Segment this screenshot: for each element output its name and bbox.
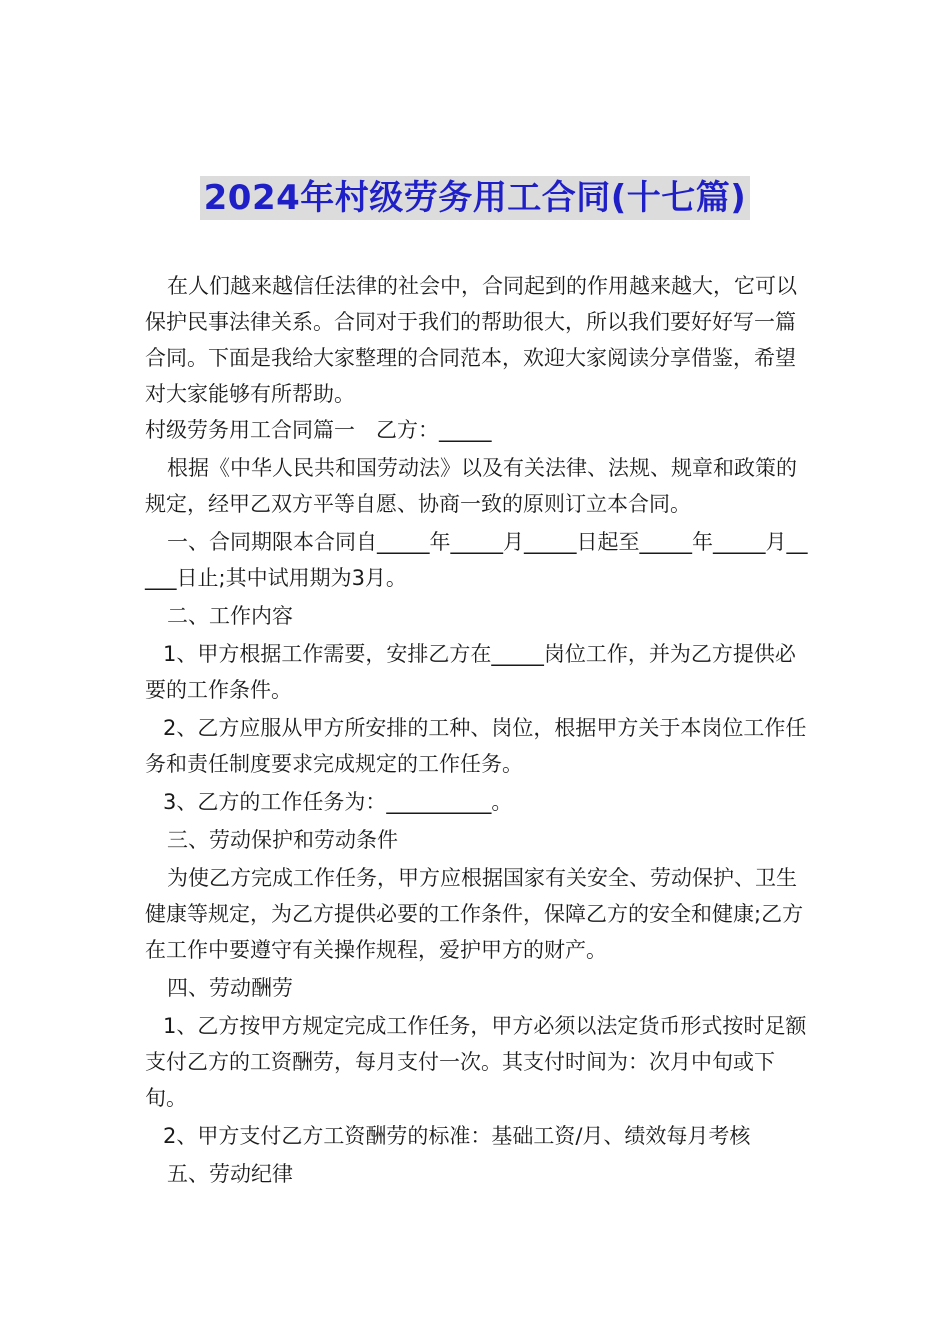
clause-remuneration-1: 1、乙方按甲方规定完成工作任务，甲方必须以法定货币形式按时足额支付乙方的工资酬劳，每月支付一次。其支付时间为：次月中旬或下旬。 [145,1014,807,1110]
clause-work-3: 3、乙方的工作任务为：__________。 [163,790,513,814]
heading-work-content: 二、工作内容 [167,604,293,628]
clause-work-2: 2、乙方应服从甲方所安排的工种、岗位，根据甲方关于本岗位工作任务和责任制度要求完成规定的工作任务。 [145,716,807,776]
heading-labor-protection: 三、劳动保护和劳动条件 [167,828,398,852]
heading-remuneration: 四、劳动酬劳 [167,976,293,1000]
clause-labor-protection: 为使乙方完成工作任务，甲方应根据国家有关安全、劳动保护、卫生健康等规定，为乙方提供必要的工作条件，保障乙方的安全和健康;乙方在工作中要遵守有关操作规程，爱护甲方的财产。 [145,866,804,962]
title-container [0,176,950,220]
document-body [145,268,809,1192]
clause-remuneration-2: 2、甲方支付乙方工资酬劳的标准：基础工资/月、绩效每月考核 [163,1124,751,1148]
section-heading-contract-one: 村级劳务用工合同篇一 乙方：_____ [145,418,492,442]
contract-preamble: 根据《中华人民共和国劳动法》以及有关法律、法规、规章和政策的规定，经甲乙双方平等自愿、协商一致的原则订立本合同。 [145,456,797,516]
document-title: 2024年村级劳务用工合同(十七篇) [200,176,751,220]
clause-term: 一、合同期限本合同自_____年_____月_____日起至_____年_____月_____日止;其中试用期为3月。 [145,530,808,590]
heading-labor-discipline: 五、劳动纪律 [167,1162,293,1186]
clause-work-1: 1、甲方根据工作需要，安排乙方在_____岗位工作，并为乙方提供必要的工作条件。 [145,642,796,702]
intro-paragraph: 在人们越来越信任法律的社会中，合同起到的作用越来越大，它可以保护民事法律关系。合同对于我们的帮助很大，所以我们要好好写一篇合同。下面是我给大家整理的合同范本，欢迎大家阅读分享借鉴，希望对大家能够有所帮助。 [145,274,797,406]
